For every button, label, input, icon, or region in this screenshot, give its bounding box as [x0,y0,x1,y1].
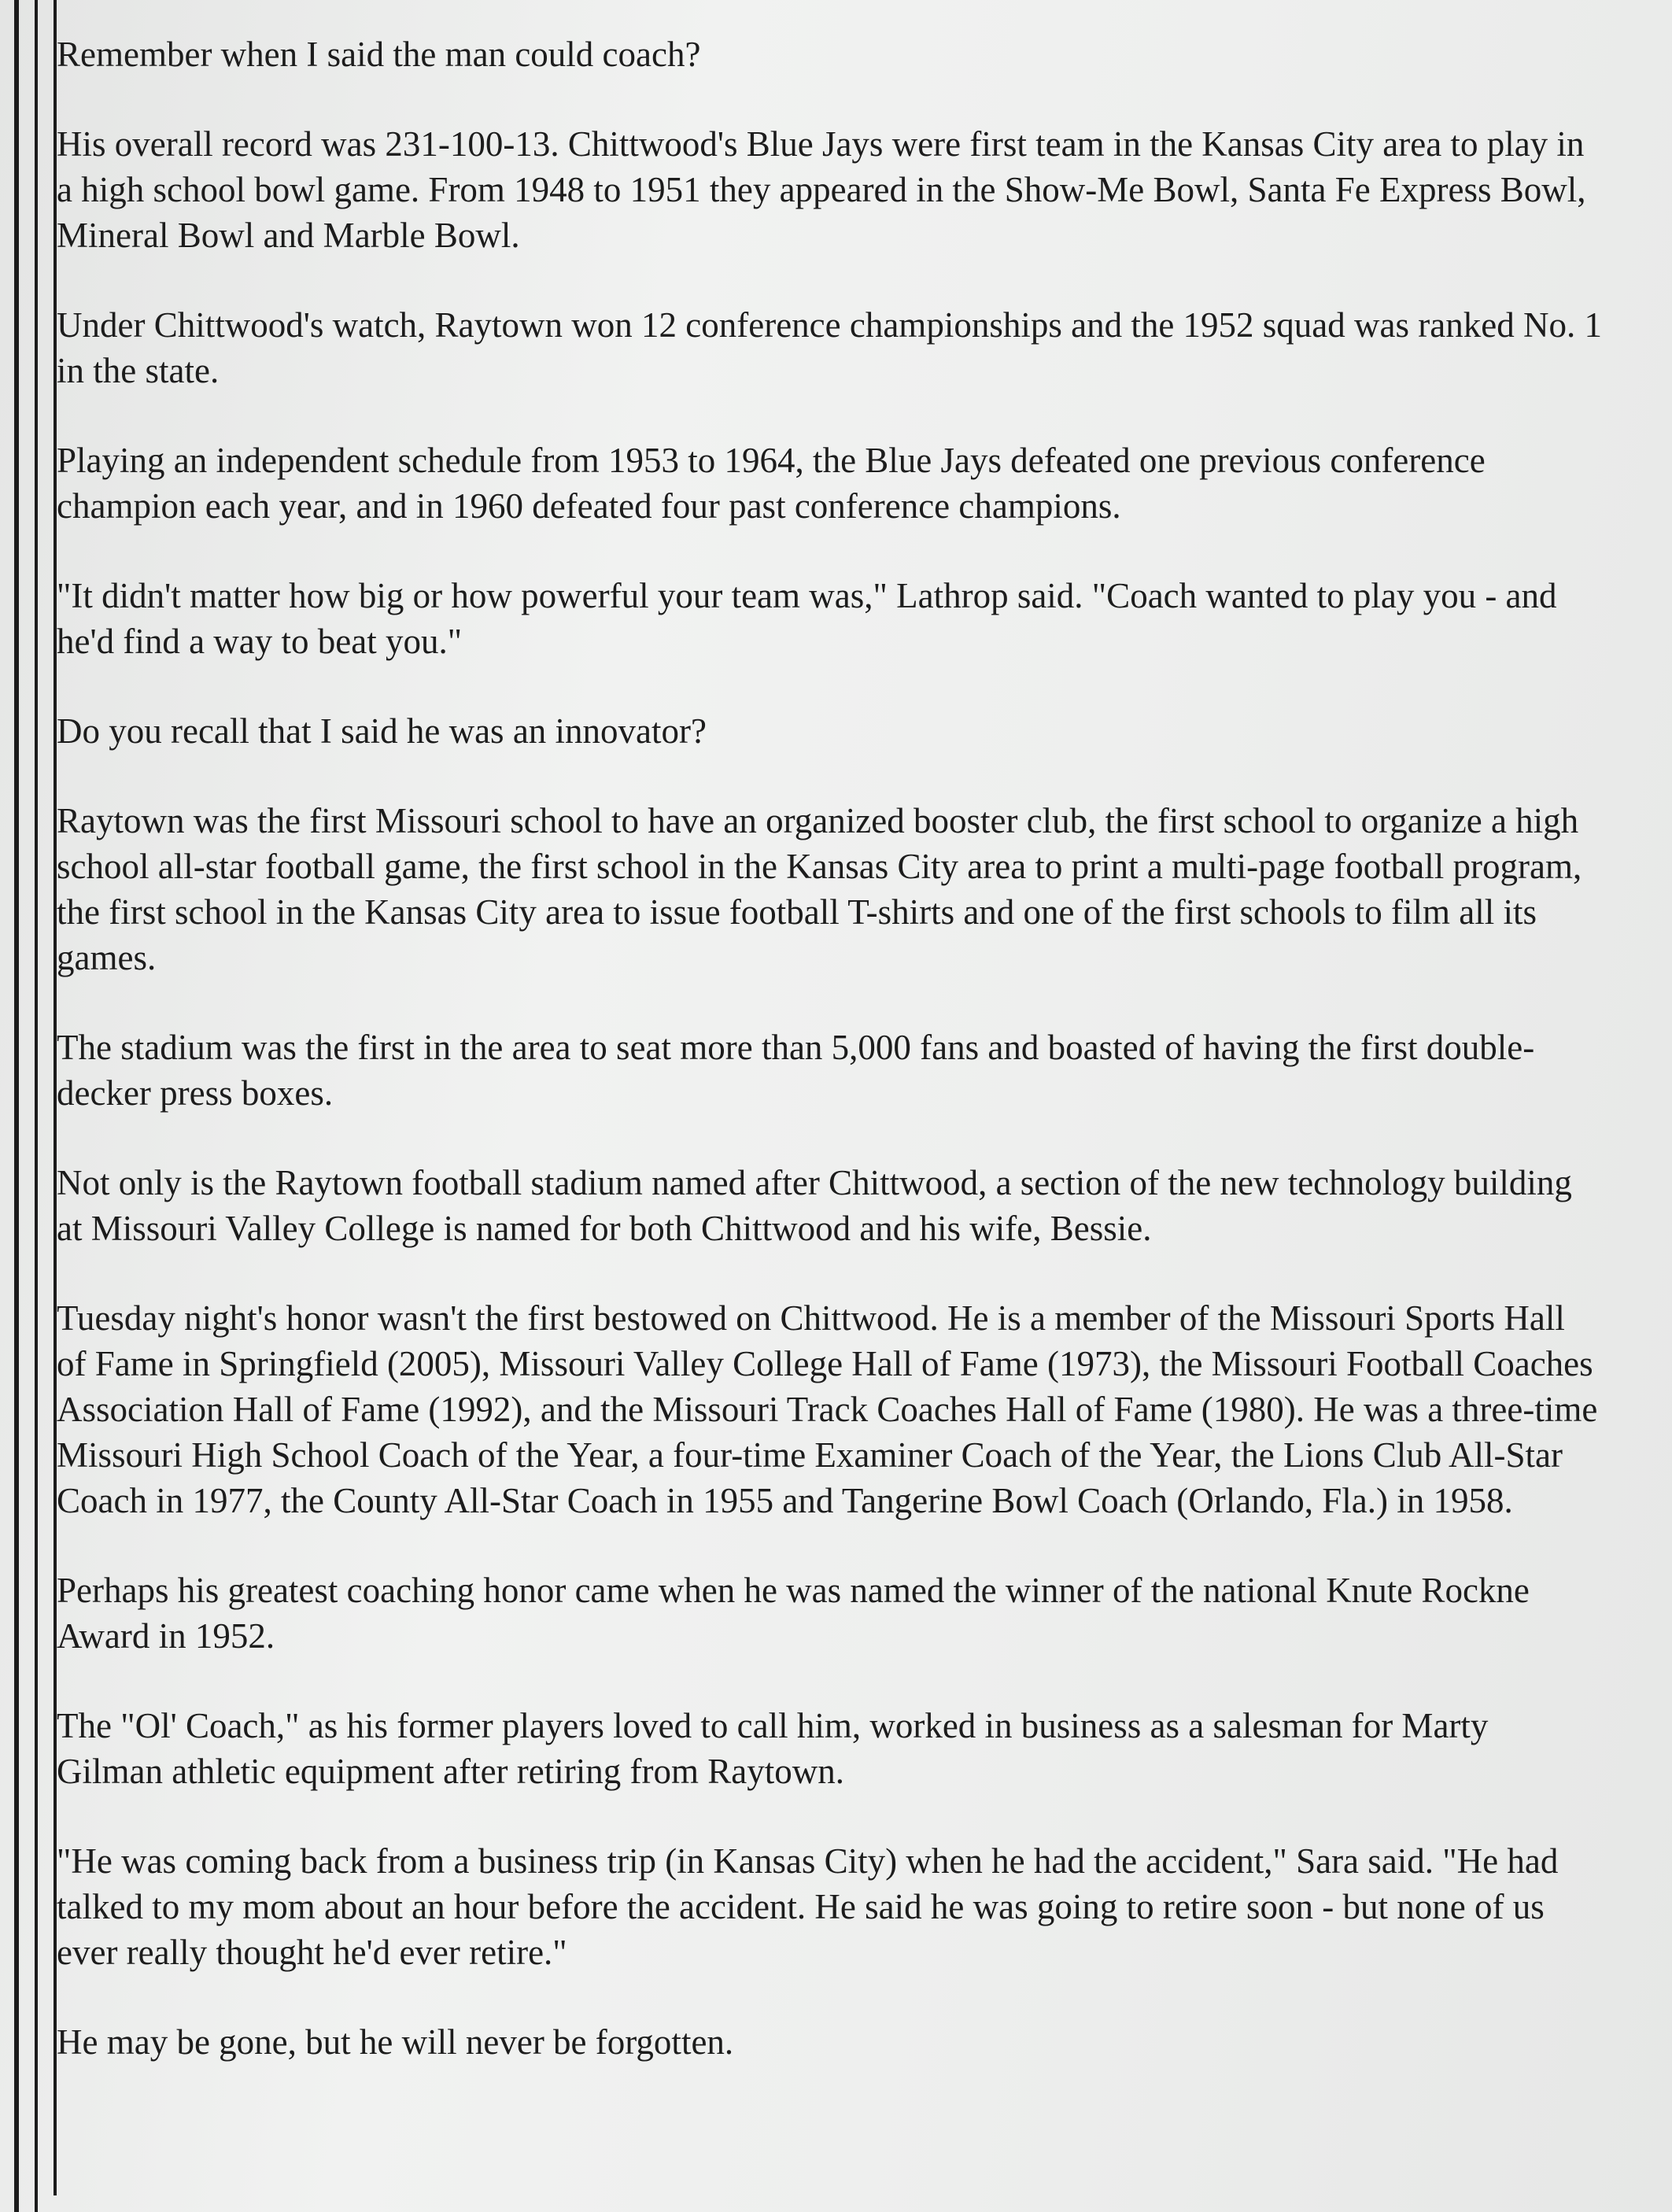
paragraph: The "Ol' Coach," as his former players loved to call him, worked in business as a salesman for Marty Gilman athletic equipment after retiring from Raytown. [57,1706,1489,1791]
margin-rule-middle [35,0,38,2212]
article-body [57,31,1603,2109]
paragraph: His overall record was 231-100-13. Chittwood's Blue Jays were first team in the Kansas City area to play in a high school bowl game. From 1948 to 1951 they appeared in the Show-Me Bowl, Santa Fe Express Bowl, Mineral Bowl and Marble Bowl. [57,124,1586,255]
paragraph: "He was coming back from a business trip (in Kansas City) when he had the accident," Sara said. "He had talked to my mom about an hour before the accident. He said he was going to retire soon - but none of us ever really thought he'd ever retire." [57,1841,1559,1972]
paragraph: Under Chittwood's watch, Raytown won 12 conference championships and the 1952 squad was ranked No. 1 in the state. [57,305,1602,390]
paragraph: Do you recall that I said he was an innovator? [57,711,707,751]
paragraph: Perhaps his greatest coaching honor came when he was named the winner of the national Knute Rockne Award in 1952. [57,1571,1530,1656]
paragraph: He may be gone, but he will never be forgotten. [57,2022,734,2062]
paragraph: Not only is the Raytown football stadium named after Chittwood, a section of the new technology building at Missouri Valley College is named for both Chittwood and his wife, Bessie. [57,1163,1572,1248]
margin-rule-outer [14,0,19,2212]
paragraph: Raytown was the first Missouri school to have an organized booster club, the first school to organize a high school all-star football game, the first school in the Kansas City area to print a multi-page football program, the first school in the Kansas City area to issue football T-shirts and one of the first schools to film all its games. [57,801,1582,977]
paragraph: Tuesday night's honor wasn't the first bestowed on Chittwood. He is a member of the Missouri Sports Hall of Fame in Springfield (2005), Missouri Valley College Hall of Fame (1973), the Missouri Football Coaches Association Hall of Fame (1992), and the Missouri Track Coaches Hall of Fame (1980). He was a three-time Missouri High School Coach of the Year, a four-time Examiner Coach of the Year, the Lions Club All-Star Coach in 1977, the County All-Star Coach in 1955 and Tangerine Bowl Coach (Orlando, Fla.) in 1958. [57,1298,1598,1520]
paragraph: "It didn't matter how big or how powerful your team was," Lathrop said. "Coach wanted to play you - and he'd find a way to beat you." [57,576,1557,661]
paragraph: Remember when I said the man could coach? [57,35,701,74]
paragraph: The stadium was the first in the area to seat more than 5,000 fans and boasted of having the first double-decker press boxes. [57,1028,1535,1113]
paragraph: Playing an independent schedule from 1953 to 1964, the Blue Jays defeated one previous conference champion each year, and in 1960 defeated four past conference champions. [57,441,1486,526]
